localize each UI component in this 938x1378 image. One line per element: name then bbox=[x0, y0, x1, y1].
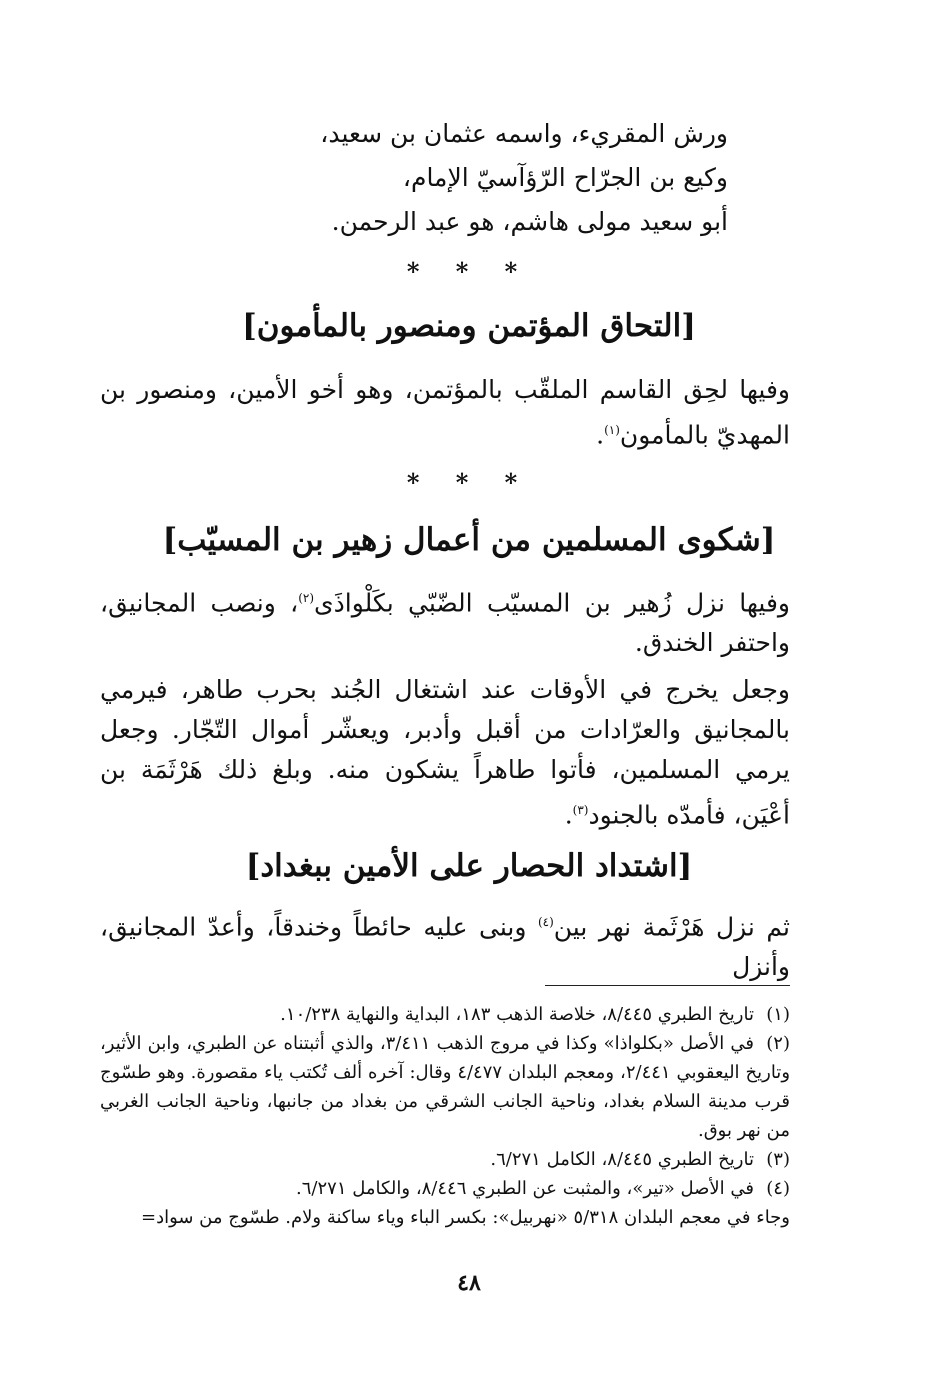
footnote-text: في الأصل «تير»، والمثبت عن الطبري ٨/٤٤٦، والكامل ٦/٢٧١. bbox=[296, 1178, 754, 1199]
page-number: ٤٨ bbox=[457, 1270, 481, 1296]
footnote-text: تاريخ الطبري ٨/٤٤٥، الكامل ٦/٢٧١. bbox=[490, 1149, 754, 1170]
section-heading: [اشتداد الحصار على الأمين ببغداد] bbox=[245, 848, 693, 884]
footnote-ref[interactable]: (٢) bbox=[298, 591, 315, 605]
footnote-continuation bbox=[100, 1203, 790, 1232]
footnotes bbox=[100, 1000, 790, 1232]
footnote-text: وجاء في معجم البلدان ٥/٣١٨ «نهربيل»: بكسر الباء وياء ساكنة ولام. طسّوج من سواد= bbox=[140, 1207, 790, 1228]
footnote-number: (٣) bbox=[766, 1149, 790, 1170]
paragraph-tail: . bbox=[596, 420, 605, 450]
name-line: أبو سعيد مولى هاشم، هو عبد الرحمن. bbox=[331, 207, 728, 236]
footnote bbox=[100, 1000, 790, 1029]
footnote-text: تاريخ الطبري ٨/٤٤٥، خلاصة الذهب ١٨٣، البداية والنهاية ١٠/٢٣٨. bbox=[280, 1004, 754, 1025]
footnote-text: في الأصل «بكلواذا» وكذا في مروج الذهب ٣/٤١١، والذي أثبتناه عن الطبري، وابن الأثير، وتاريخ اليعقوبي ٢/٤٤١، ومعجم البلدان ٤/٤٧٧ وقال: آخره ألف تُكتب ياء مقصورة. وهو طسّوج قرب مدينة السلام بغداد، وناحية الجانب الشرقي من بغداد من جانبها، وناحية الجانب الغربي من نهر بوق. bbox=[100, 1033, 791, 1141]
footnote-ref[interactable]: (٣) bbox=[572, 803, 589, 817]
section-heading: [التحاق المؤتمن ومنصور بالمأمون] bbox=[242, 308, 696, 344]
section-separator: * * * bbox=[406, 468, 532, 497]
paragraph-text: وجعل يخرج في الأوقات عند اشتغال الجُند بحرب طاهر، فيرمي بالمجانيق والعرّادات من أقبل وأدبر، ويعشّر أموال التّجّار. وجعل يرمي المسلمين، فأتوا طاهراً يشكون منه. وبلغ ذلك هَرْثَمَة بن أعْيَن، فأمدّه بالجنود bbox=[100, 675, 791, 830]
footnote-divider bbox=[545, 985, 790, 986]
names-list bbox=[228, 112, 728, 244]
footnote bbox=[100, 1174, 790, 1203]
footnote-number: (١) bbox=[766, 1004, 790, 1025]
paragraph-text: ثم نزل هَرْثَمة نهر بين bbox=[553, 912, 790, 942]
footnote bbox=[100, 1145, 790, 1174]
paragraph bbox=[100, 578, 790, 663]
name-line: ورش المقريء، واسمه عثمان بن سعيد، bbox=[320, 119, 728, 148]
paragraph-text: وفيها لحِق القاسم الملقّب بالمؤتمن، وهو أخو الأمين، ومنصور بن المهديّ بالمأمون bbox=[100, 375, 790, 450]
footnote-ref[interactable]: (٤) bbox=[537, 915, 554, 929]
paragraph-tail: ، ونصب المجانيق، واحتفر الخندق. bbox=[100, 588, 790, 658]
paragraph-tail: وبنى عليه حائطاً وخندقاً، وأعدّ المجانيق، وأنزل bbox=[100, 912, 790, 982]
footnote-number: (٤) bbox=[766, 1178, 790, 1199]
paragraph bbox=[100, 370, 790, 455]
paragraph-tail: . bbox=[564, 800, 573, 830]
paragraph-text: وفيها نزل زُهير بن المسيّب الضّبّي بكَلْواذَى bbox=[314, 588, 790, 618]
paragraph bbox=[100, 670, 790, 835]
section-heading: [شكوى المسلمين من أعمال زهير بن المسيّب] bbox=[162, 522, 776, 558]
footnote-ref[interactable]: (١) bbox=[604, 423, 620, 437]
section-separator: * * * bbox=[406, 257, 532, 286]
name-line: وكيع بن الجرّاح الرّؤآسيّ الإمام، bbox=[402, 163, 728, 192]
footnote-number: (٢) bbox=[766, 1033, 790, 1054]
paragraph bbox=[100, 902, 790, 987]
footnote bbox=[100, 1029, 790, 1145]
